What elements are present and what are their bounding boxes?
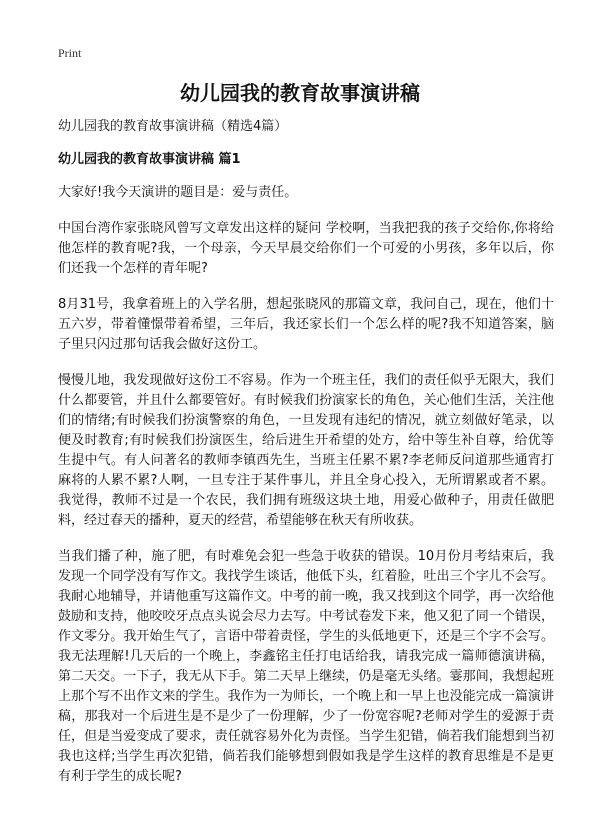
paragraph-4: 慢慢儿地，我发现做好这份工不容易。作为一个班主任，我们的责任似乎无限大，我们什么都要管，并且什么都要管好。有时候我们扮演家长的角色，关心他们生活，关注他们的情绪;有时候我们扮演警察的角色，一旦发现有违纪的情况，就立刻做好笔录，以便及时教育;有时候我们扮演医生，给后进生开希望的处方，给中等生补自尊，给优等生提中气。有人问著名的教师李镇西先生，当班主任累不累?李老师反问道那些通宵打麻将的人累不累?人啊，一旦专注于某件事儿，并且全身心投入，无所谓累或者不累。我觉得，教师不过是一个农民，我们拥有班级这块土地，用爱心做种子，用责任做肥料，经过春天的播种，夏天的经营，希望能够在秋天有所收获。 (58, 373, 554, 528)
paragraph-5: 当我们播了种，施了肥，有时难免会犯一些急于收获的错误。10月份月考结束后，我发现一个同学没有写作文。我找学生谈话，他低下头，红着脸，吐出三个字儿不会写。我耐心地辅导，并请他重写这篇作文。中考的前一晚，我又找到这个同学，再一次给他鼓励和支持，他咬咬牙点点头说会尽力去写。中考试卷发下来，他又犯了同一个错误，作文零分。我开始生气了，言语中带着责怪，学生的头低地更下，还是三个字不会写。我无法理解!几天后的一个晚上，李鑫铭主任打电话给我，请我完成一篇师德演讲稿，第二天交。一下子，我无从下手。第二天早上继续，仍是毫无头绪。霎那间，我想起班上那个写不出作文来的学生。我作为一为师长，一个晚上和一早上也没能完成一篇演讲稿，那我对一个后进生是不是少了一份理解，少了一份宽容呢?老师对学生的爱源于责任，但是当爱变成了要求，责任就容易外化为责怪。当学生犯错，倘若我们能想到当初我也这样;当学生再次犯错，倘若我们能够想到假如我是学生这样的教育思维是不是更有利于学生的成长呢? (58, 549, 554, 784)
page-title: 幼儿园我的教育故事演讲稿 (180, 81, 420, 105)
document-subtitle: 幼儿园我的教育故事演讲稿（精选4篇） (58, 119, 288, 134)
document-body (58, 118, 554, 803)
section-heading: 幼儿园我的教育故事演讲稿 篇1 (58, 152, 241, 167)
print-label[interactable]: Print (58, 46, 82, 60)
paragraph-1: 大家好!我今天演讲的题目是：爱与责任。 (58, 185, 298, 200)
paragraph-3: 8月31号，我拿着班上的入学名册，想起张晓风的那篇文章，我问自己，现在，他们十五六岁，带着懂憬带着希望，三年后，我还家长们一个怎么样的呢?我不知道答案，脑子里只闪过那句话我会做好这份工。 (58, 297, 554, 352)
paragraph-2: 中国台湾作家张晓风曾写文章发出这样的疑问 学校啊，当我把我的孩子交给你,你将给他怎样的教育呢?我，一个母亲，今天早晨交给你们一个可爱的小男孩，多年以后，你们还我一个怎样的青年呢? (58, 221, 554, 276)
